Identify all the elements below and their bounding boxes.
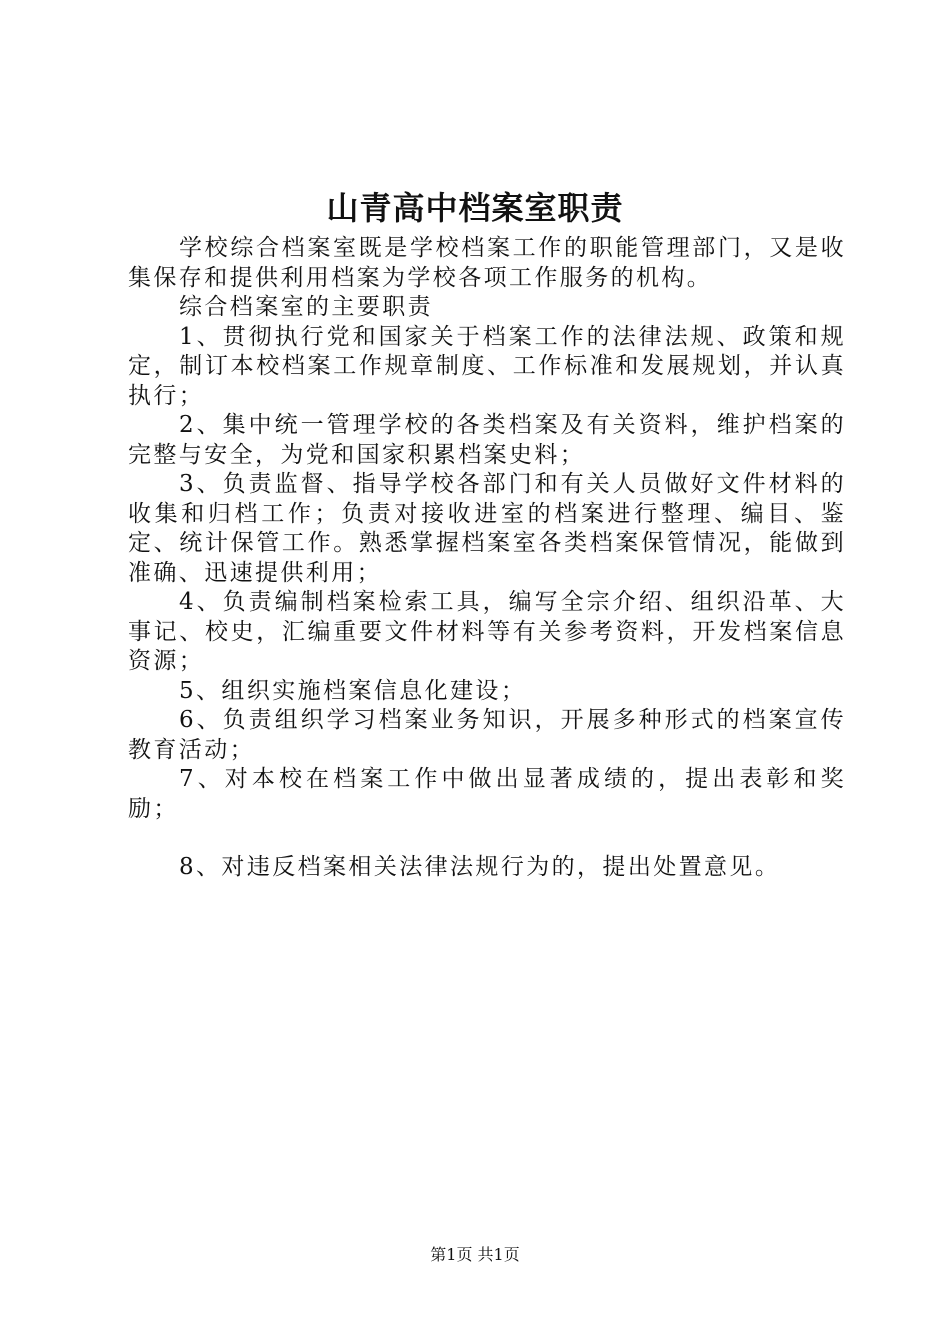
- duty-item-1: 1、贯彻执行党和国家关于档案工作的法律法规、政策和规定，制订本校档案工作规章制度、工作标准和发展规划，并认真执行；: [128, 323, 846, 409]
- duty-item-4: 4、负责编制档案检索工具，编写全宗介绍、组织沿革、大事记、校史，汇编重要文件材料等有关参考资料，开发档案信息资源；: [128, 589, 846, 674]
- intro-paragraph: 学校综合档案室既是学校档案工作的职能管理部门，又是收集保存和提供利用档案为学校各项工作服务的机构。: [128, 235, 846, 291]
- duty-item-8: 8、对违反档案相关法律法规行为的，提出处置意见。: [179, 854, 781, 880]
- duty-item-3: 3、负责监督、指导学校各部门和有关人员做好文件材料的收集和归档工作；负责对接收进室的档案进行整理、编目、鉴定、统计保管工作。熟悉掌握档案室各类档案保管情况，能做到准确、迅速提供利用；: [128, 471, 846, 586]
- document-title: 山青高中档案室职责: [326, 189, 624, 227]
- document-body: [128, 234, 846, 883]
- duty-item-2: 2、集中统一管理学校的各类档案及有关资料，维护档案的完整与安全，为党和国家积累档案史料；: [128, 412, 846, 468]
- page-footer: 第1页 共1页: [430, 1245, 520, 1264]
- duty-item-7: 7、对本校在档案工作中做出显著成绩的，提出表彰和奖励；: [128, 766, 846, 822]
- duty-item-5: 5、组织实施档案信息化建设；: [179, 677, 527, 704]
- duty-item-6: 6、负责组织学习档案业务知识，开展多种形式的档案宣传教育活动；: [128, 707, 846, 763]
- section-heading: 综合档案室的主要职责: [179, 294, 433, 320]
